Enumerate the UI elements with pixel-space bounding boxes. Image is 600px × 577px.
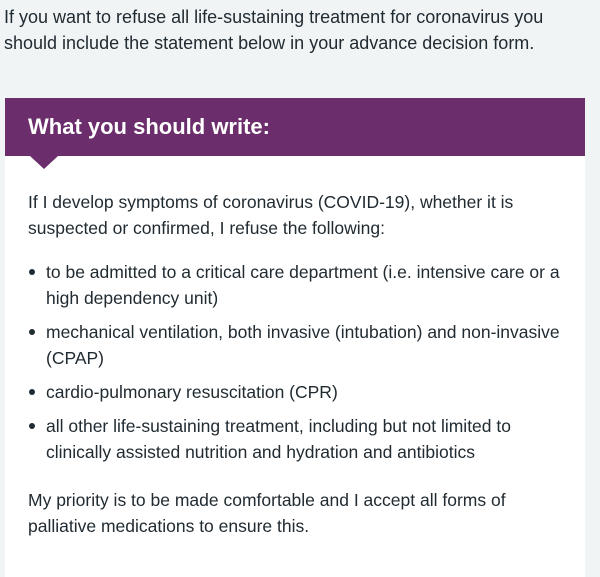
list-item-text: all other life-sustaining treatment, including but not limited to clinically assisted nutrition and hydration and antibiotics — [46, 416, 511, 462]
header-pointer — [30, 156, 58, 169]
bullet-icon — [29, 269, 35, 275]
closing-statement: My priority is to be made comfortable and I accept all forms of palliative medications to ensure this. — [28, 490, 506, 536]
bullet-icon — [29, 389, 35, 395]
refusal-list — [28, 259, 568, 465]
bullet-icon — [29, 329, 35, 335]
list-item — [28, 413, 568, 465]
card-body — [28, 189, 568, 539]
list-item — [28, 379, 568, 405]
list-item — [28, 319, 568, 371]
list-item — [28, 259, 568, 311]
statement-lead: If I develop symptoms of coronavirus (COVID-19), whether it is suspected or confirmed, I refuse the following: — [28, 192, 514, 238]
intro-text: If you want to refuse all life-sustaining treatment for coronavirus you should include the statement below in your advance decision form. — [4, 7, 544, 53]
list-item-text: mechanical ventilation, both invasive (intubation) and non-invasive (CPAP) — [46, 322, 560, 368]
list-item-text: cardio-pulmonary resuscitation (CPR) — [46, 382, 338, 402]
card-title: What you should write: — [28, 114, 270, 139]
statement-card — [5, 98, 585, 577]
bullet-icon — [29, 423, 35, 429]
card-header — [5, 98, 585, 156]
list-item-text: to be admitted to a critical care department (i.e. intensive care or a high dependency unit) — [46, 262, 560, 308]
